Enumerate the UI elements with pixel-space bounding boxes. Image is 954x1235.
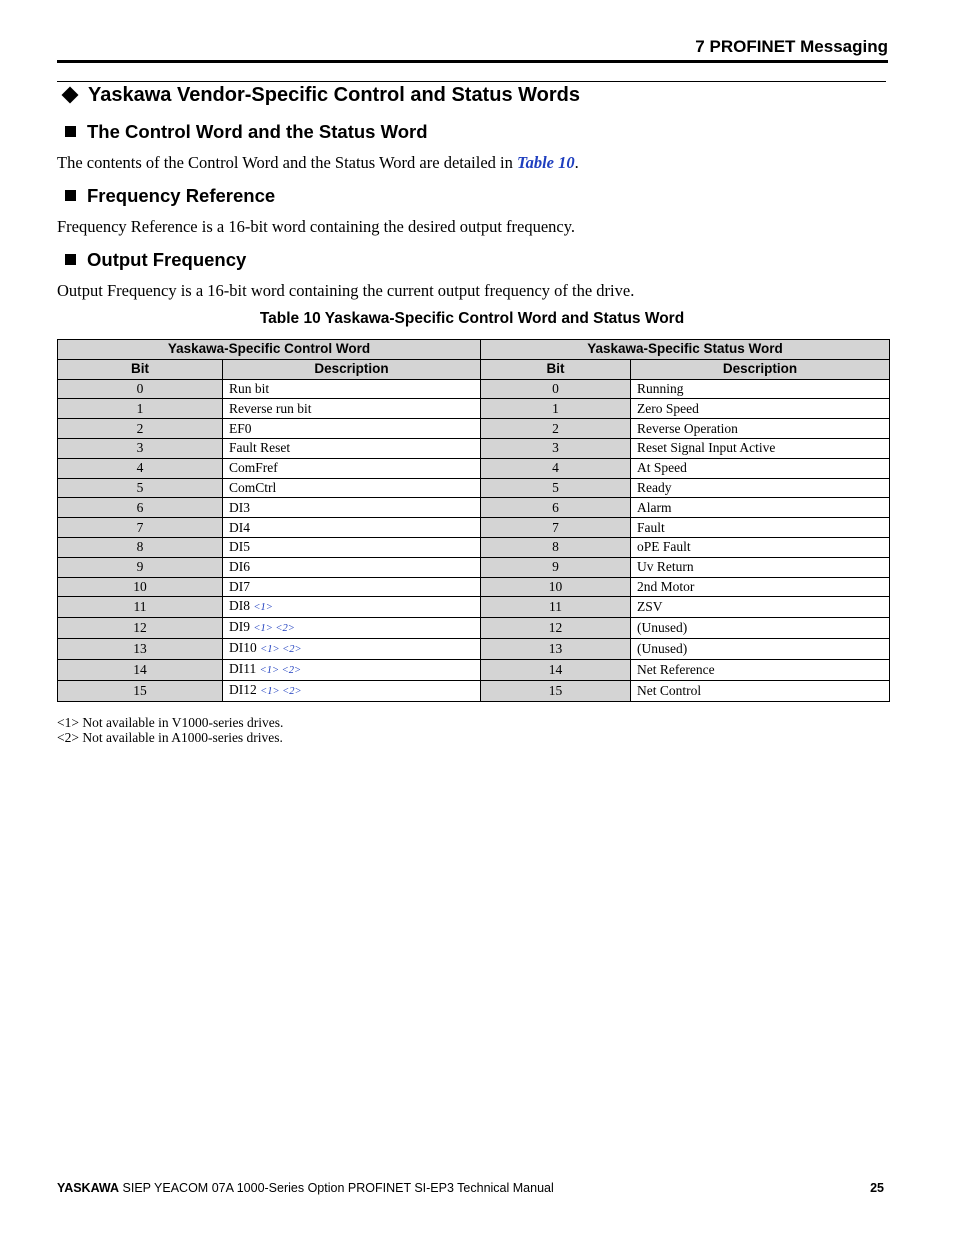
footnote-reference-link[interactable]: <1> <2> <box>259 665 302 677</box>
square-bullet-icon <box>65 190 76 201</box>
control-bit-cell: 9 <box>58 557 223 577</box>
status-bit-cell: 9 <box>481 557 631 577</box>
control-description-text: ComCtrl <box>229 479 277 495</box>
diamond-bullet-icon <box>62 86 79 103</box>
subsection-title: The Control Word and the Status Word <box>87 121 428 142</box>
control-bit-cell: 3 <box>58 438 223 458</box>
status-description-cell: Fault <box>631 518 890 538</box>
table-row <box>58 478 890 498</box>
status-bit-cell: 11 <box>481 597 631 618</box>
footer-manual-title <box>57 1181 554 1195</box>
control-description-cell <box>223 379 481 399</box>
section-title: Yaskawa Vendor-Specific Control and Status Words <box>88 84 580 106</box>
table-row <box>58 518 890 538</box>
table-row <box>58 618 890 639</box>
control-bit-cell: 0 <box>58 379 223 399</box>
status-description-cell: Reverse Operation <box>631 419 890 439</box>
control-bit-cell: 13 <box>58 639 223 660</box>
status-bit-cell: 2 <box>481 419 631 439</box>
status-description-cell: Net Reference <box>631 660 890 681</box>
column-header-row <box>58 359 890 379</box>
footnote-reference-link[interactable]: <1> <2> <box>260 644 302 656</box>
section-rule <box>57 81 886 82</box>
control-description-text: DI11 <box>229 661 257 677</box>
control-bit-cell: 5 <box>58 478 223 498</box>
control-bit-cell: 2 <box>58 419 223 439</box>
group-header-row <box>58 340 890 360</box>
table-row <box>58 498 890 518</box>
status-description-cell: ZSV <box>631 597 890 618</box>
table-row <box>58 557 890 577</box>
status-bit-cell: 14 <box>481 660 631 681</box>
square-bullet-icon <box>65 254 76 265</box>
table-10-link[interactable]: Table 10 <box>517 153 575 172</box>
control-description-cell <box>223 478 481 498</box>
subsection-title: Frequency Reference <box>87 185 276 206</box>
status-description-cell: At Speed <box>631 458 890 478</box>
control-description-text: DI6 <box>229 559 250 575</box>
control-description-cell <box>223 498 481 518</box>
control-description-cell <box>223 419 481 439</box>
control-description-cell <box>223 537 481 557</box>
control-description-cell <box>223 557 481 577</box>
control-bit-cell: 10 <box>58 577 223 597</box>
paragraph-frequency-reference: Frequency Reference is a 16-bit word containing the desired output frequency. <box>57 217 576 236</box>
control-description-text: DI3 <box>229 499 250 515</box>
control-description-cell <box>223 438 481 458</box>
column-header-status-description: Description <box>631 359 890 379</box>
control-status-table <box>57 339 890 702</box>
control-bit-cell: 8 <box>58 537 223 557</box>
control-description-text: DI12 <box>229 682 257 698</box>
subsection-heading-output-frequency <box>64 249 246 271</box>
status-description-cell: oPE Fault <box>631 537 890 557</box>
column-header-control-bit: Bit <box>58 359 223 379</box>
table-row <box>58 681 890 702</box>
control-description-text: DI7 <box>229 578 250 594</box>
status-bit-cell: 13 <box>481 639 631 660</box>
status-description-cell: Alarm <box>631 498 890 518</box>
control-bit-cell: 4 <box>58 458 223 478</box>
status-description-cell: 2nd Motor <box>631 577 890 597</box>
control-bit-cell: 12 <box>58 618 223 639</box>
status-bit-cell: 10 <box>481 577 631 597</box>
footnote-reference-link[interactable]: <1> <2> <box>253 623 295 635</box>
chapter-title: 7 PROFINET Messaging <box>695 37 888 56</box>
control-description-cell <box>223 518 481 538</box>
square-bullet-icon <box>65 126 76 137</box>
table-row <box>58 399 890 419</box>
subsection-heading-control-status <box>64 121 428 143</box>
status-description-cell: Uv Return <box>631 557 890 577</box>
table-row <box>58 597 890 618</box>
control-bit-cell: 14 <box>58 660 223 681</box>
footnote-reference-link[interactable]: <1> <2> <box>260 686 302 698</box>
control-description-text: DI10 <box>229 640 257 656</box>
control-bit-cell: 7 <box>58 518 223 538</box>
table-row <box>58 577 890 597</box>
table-row <box>58 639 890 660</box>
control-description-text: DI8 <box>229 598 250 614</box>
section-heading <box>62 84 580 107</box>
status-bit-cell: 12 <box>481 618 631 639</box>
table-row <box>58 419 890 439</box>
control-word-group-header: Yaskawa-Specific Control Word <box>58 340 481 360</box>
control-description-text: EF0 <box>229 420 252 436</box>
status-bit-cell: 5 <box>481 478 631 498</box>
control-description-cell <box>223 399 481 419</box>
status-bit-cell: 1 <box>481 399 631 419</box>
status-description-cell: Ready <box>631 478 890 498</box>
status-bit-cell: 7 <box>481 518 631 538</box>
column-header-control-description: Description <box>223 359 481 379</box>
footer-brand: YASKAWA <box>57 1181 120 1195</box>
paragraph-control-status <box>57 153 579 173</box>
status-bit-cell: 0 <box>481 379 631 399</box>
control-description-text: DI4 <box>229 519 250 535</box>
footnote-2: <2> Not available in A1000-series drives. <box>57 730 283 745</box>
table-row <box>58 458 890 478</box>
status-bit-cell: 15 <box>481 681 631 702</box>
status-description-cell: Running <box>631 379 890 399</box>
control-description-cell <box>223 639 481 660</box>
column-header-status-bit: Bit <box>481 359 631 379</box>
control-description-cell <box>223 660 481 681</box>
paragraph-end: . <box>574 153 579 172</box>
footnote-reference-link[interactable]: <1> <box>253 602 273 614</box>
status-description-cell: Net Control <box>631 681 890 702</box>
control-bit-cell: 1 <box>58 399 223 419</box>
control-description-text: Reverse run bit <box>229 400 312 416</box>
control-bit-cell: 15 <box>58 681 223 702</box>
subsection-title: Output Frequency <box>87 249 247 270</box>
status-bit-cell: 6 <box>481 498 631 518</box>
control-description-cell <box>223 458 481 478</box>
paragraph-output-frequency: Output Frequency is a 16-bit word containing the current output frequency of the drive. <box>57 281 635 300</box>
header-rule <box>57 60 888 63</box>
table-row <box>58 537 890 557</box>
status-word-group-header: Yaskawa-Specific Status Word <box>481 340 890 360</box>
paragraph-text: The contents of the Control Word and the Status Word are detailed in <box>57 153 518 172</box>
status-bit-cell: 3 <box>481 438 631 458</box>
status-bit-cell: 8 <box>481 537 631 557</box>
table-row <box>58 438 890 458</box>
page-number: 25 <box>870 1181 884 1195</box>
control-bit-cell: 11 <box>58 597 223 618</box>
status-description-cell: Zero Speed <box>631 399 890 419</box>
control-description-text: DI5 <box>229 539 250 555</box>
control-description-cell <box>223 681 481 702</box>
status-description-cell: (Unused) <box>631 618 890 639</box>
control-description-text: ComFref <box>229 460 278 476</box>
control-description-text: DI9 <box>229 619 250 635</box>
control-description-cell <box>223 597 481 618</box>
table-row <box>58 379 890 399</box>
status-description-cell: (Unused) <box>631 639 890 660</box>
status-description-cell: Reset Signal Input Active <box>631 438 890 458</box>
footer-manual-name: SIEP YEACOM 07A 1000-Series Option PROFINET SI-EP3 Technical Manual <box>119 1181 554 1195</box>
table-row <box>58 660 890 681</box>
subsection-heading-frequency-reference <box>64 185 275 207</box>
table-caption: Table 10 Yaskawa-Specific Control Word and Status Word <box>259 310 685 327</box>
control-bit-cell: 6 <box>58 498 223 518</box>
control-description-cell <box>223 577 481 597</box>
control-description-text: Run bit <box>229 380 270 396</box>
footnote-1: <1> Not available in V1000-series drives. <box>57 715 284 730</box>
control-description-text: Fault Reset <box>229 440 291 456</box>
control-description-cell <box>223 618 481 639</box>
status-bit-cell: 4 <box>481 458 631 478</box>
